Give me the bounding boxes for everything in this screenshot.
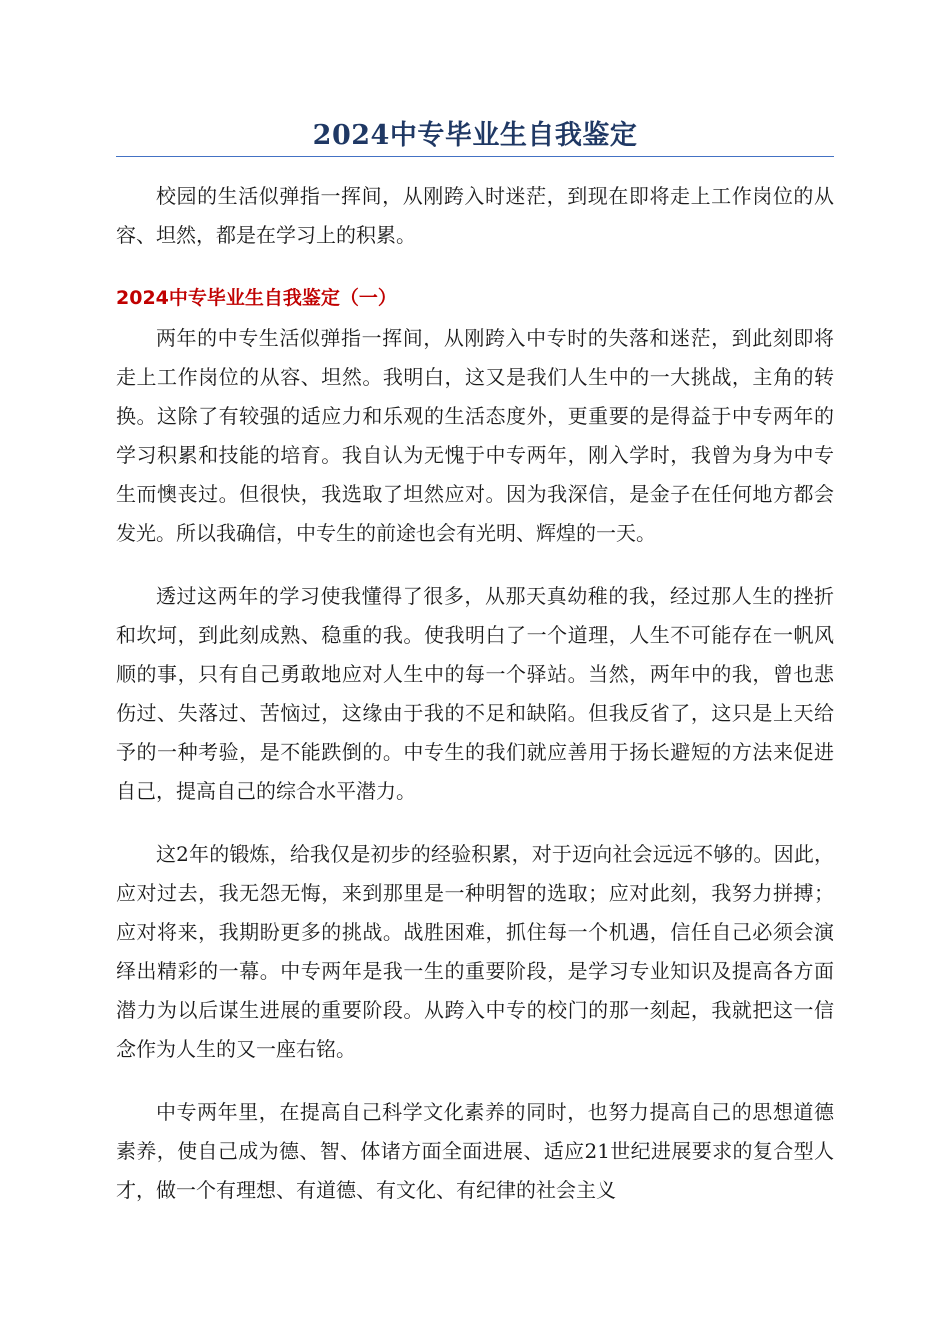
body-paragraph-3: 这2年的锻炼，给我仅是初步的经验积累，对于迈向社会远远不够的。因此，应对过去，我无怨无悔，来到那里是一种明智的选取；应对此刻，我努力拼搏；应对将来，我期盼更多的挑战。战胜困难，抓住每一个机遇，信任自己必须会演绎出精彩的一幕。中专两年是我一生的重要阶段，是学习专业知识及提高各方面潜力为以后谋生进展的重要阶段。从跨入中专的校门的那一刻起，我就把这一信念作为人生的又一座右铭。 [116, 842, 834, 1061]
body-paragraph-1: 两年的中专生活似弹指一挥间，从刚跨入中专时的失落和迷茫，到此刻即将走上工作岗位的从容、坦然。我明白，这又是我们人生中的一大挑战，主角的转换。这除了有较强的适应力和乐观的生活态度外，更重要的是得益于中专两年的学习积累和技能的培育。我自认为无愧于中专两年，刚入学时，我曾为身为中专生而懊丧过。但很快，我选取了坦然应对。因为我深信，是金子在任何地方都会发光。所以我确信，中专生的前途也会有光明、辉煌的一天。 [116, 326, 834, 545]
body-paragraph-2: 透过这两年的学习使我懂得了很多，从那天真幼稚的我，经过那人生的挫折和坎坷，到此刻成熟、稳重的我。使我明白了一个道理，人生不可能存在一帆风顺的事，只有自己勇敢地应对人生中的每一个驿站。当然，两年中的我，曾也悲伤过、失落过、苦恼过，这缘由于我的不足和缺陷。但我反省了，这只是上天给予的一种考验，是不能跌倒的。中专生的我们就应善用于扬长避短的方法来促进自己，提高自己的综合水平潜力。 [116, 584, 834, 803]
body-paragraph-4: 中专两年里，在提高自己科学文化素养的同时，也努力提高自己的思想道德素养，使自己成为德、智、体诸方面全面进展、适应21世纪进展要求的复合型人才，做一个有理想、有道德、有文化、有纪律的社会主义 [116, 1100, 834, 1202]
document-page [116, 0, 834, 1210]
title-underline [116, 156, 834, 157]
section-heading: 2024中专毕业生自我鉴定（一） [116, 287, 397, 309]
intro-paragraph: 校园的生活似弹指一挥间，从刚跨入时迷茫，到现在即将走上工作岗位的从容、坦然，都是在学习上的积累。 [116, 184, 834, 247]
document-title: 2024中专毕业生自我鉴定 [312, 120, 638, 151]
